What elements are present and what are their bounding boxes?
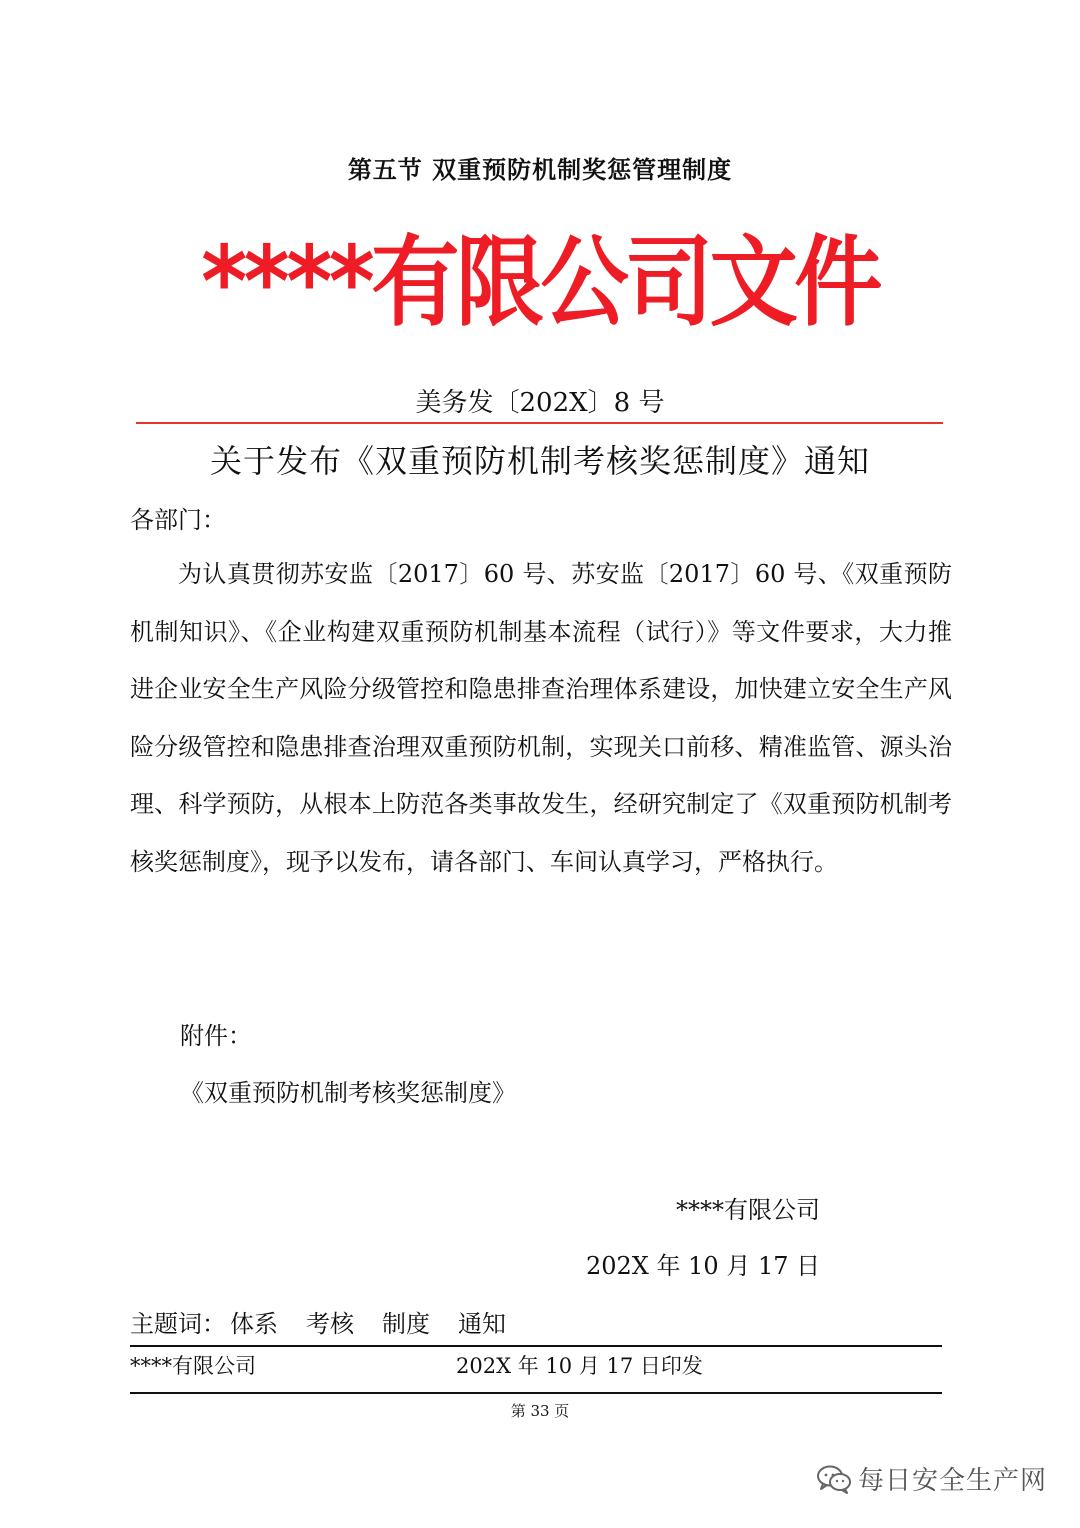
keywords-label: 主题词： (130, 1310, 226, 1338)
body-paragraph: 为认真贯彻苏安监〔2017〕60 号、苏安监〔2017〕60 号、《双重预防机制知识》、《企业构建双重预防机制基本流程（试行）》等文件要求，大力推进企业安全生产风险分级管控和隐患排查治理体系建设，加快建立安全生产风险分级管控和隐患排查治理双重预防机制，实现关口前移、精准监管、源头治理、科学预防，从根本上防范各类事故发生，经研究制定了《双重预防机制考核奖惩制度》，现予以发布，请各部门、车间认真学习，严格执行。 (130, 560, 952, 876)
attachment-label: 附件： (180, 1022, 252, 1050)
footer-issued-date: 202X 年 10 月 17 日印发 (456, 1354, 703, 1378)
red-divider (136, 422, 943, 424)
signature-company: ****有限公司 (676, 1196, 820, 1224)
red-header-title: ****有限公司文件 (201, 226, 879, 340)
wechat-icon (816, 1464, 852, 1494)
footer-bottom-rule (130, 1392, 942, 1394)
footer-issuer: ****有限公司 (130, 1354, 256, 1378)
watermark-text: 每日安全生产网 (858, 1466, 1048, 1496)
keyword-item: 制度 (382, 1310, 430, 1338)
document-number: 美务发〔202X〕8 号 (415, 388, 665, 418)
page-number: 第 33 页 (510, 1402, 570, 1420)
keyword-item: 通知 (458, 1310, 506, 1338)
salutation: 各部门： (130, 506, 226, 534)
notice-title: 关于发布《双重预防机制考核奖惩制度》通知 (209, 442, 870, 480)
footer-top-rule (130, 1345, 942, 1347)
keyword-item: 考核 (306, 1310, 354, 1338)
section-title: 第五节 双重预防机制奖惩管理制度 (347, 156, 733, 184)
keyword-item: 体系 (230, 1310, 278, 1338)
attachment-name: 《双重预防机制考核奖惩制度》 (180, 1079, 516, 1107)
keywords-line (130, 1304, 534, 1339)
watermark (816, 1460, 1047, 1497)
signature-date: 202X 年 10 月 17 日 (586, 1252, 821, 1280)
